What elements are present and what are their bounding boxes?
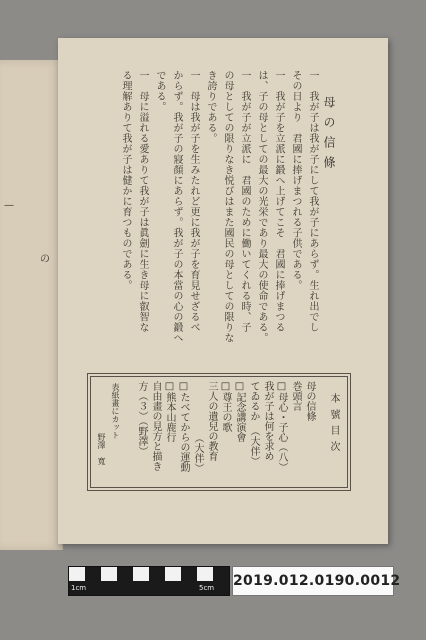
essay-column: の母としての限りなき悦びはまた國民の母としての限りな (222, 70, 233, 343)
cover-mark: の (40, 254, 50, 265)
toc-item: 母の信條 (304, 381, 315, 421)
scale-bar (68, 566, 230, 596)
toc-item: 我が子は何を求め (262, 381, 273, 461)
accession-number: 2019.012.0190.0012 (232, 566, 394, 596)
toc-item: てゐるか （大伴） (248, 381, 259, 466)
essay-column: 一 我が子が立派に 君國のために働いてくれる時、子 (239, 70, 250, 333)
essay-column: は、子の母としての最大の光栄であり最大の使命である。 (256, 70, 267, 343)
toc-item: 巻頭言 (290, 381, 301, 411)
toc-item: □尊王の歌 (220, 381, 231, 432)
cover-mark: — (4, 200, 14, 211)
essay-column: 一 母は我が子を生みたれど更に我が子を育見せざるべ (188, 70, 199, 333)
essay-column: その日より 君國に捧げまつれる子供である。 (290, 70, 301, 291)
book-page (58, 38, 388, 544)
essay-column: 一 我が子は我が子にして我が子にあらず。生れ出でし (307, 70, 318, 333)
essay-column: き誇りである。 (205, 70, 216, 144)
toc-item: □記念講演會 (234, 381, 245, 442)
essay-column: からず。我が子の寢顏にあらず。我が子の本當の心の鍛へ (171, 70, 182, 343)
essay-column: 一 母に溢れる愛ありて我が子は眞劍に生き母に叡智な (137, 70, 148, 333)
cover-edge (0, 60, 63, 550)
toc-item: 三人の遺兒の教育 (206, 381, 217, 461)
toc-item: □母心・子心（八） (276, 381, 287, 472)
toc-item: 方（３）（野澤） (136, 381, 147, 456)
toc-cover-artist: 野澤 寬 (97, 433, 106, 465)
toc-item: □熊本山鹿行 (164, 381, 175, 442)
essay-column: 一 我が子を立派に鍛へ上げてこそ 君國に捧げまつる (273, 70, 284, 333)
essay-title: 母の信條 (322, 96, 336, 176)
toc-item: □たべてからの運動 (178, 381, 189, 472)
toc-item: （大伴） (192, 433, 203, 473)
table-of-contents (87, 373, 351, 491)
toc-item: 自由畫の見方と描き (150, 381, 161, 471)
scale-label-end: 5cm (199, 584, 215, 592)
scale-label-start: 1cm (71, 584, 87, 592)
essay-column: である。 (154, 70, 165, 112)
toc-cover-note: 表紙畫にカット (111, 383, 120, 439)
essay-column: る理解ありて我が子は健かに育つものである。 (120, 70, 131, 291)
toc-heading: 本號目次 (328, 393, 339, 457)
